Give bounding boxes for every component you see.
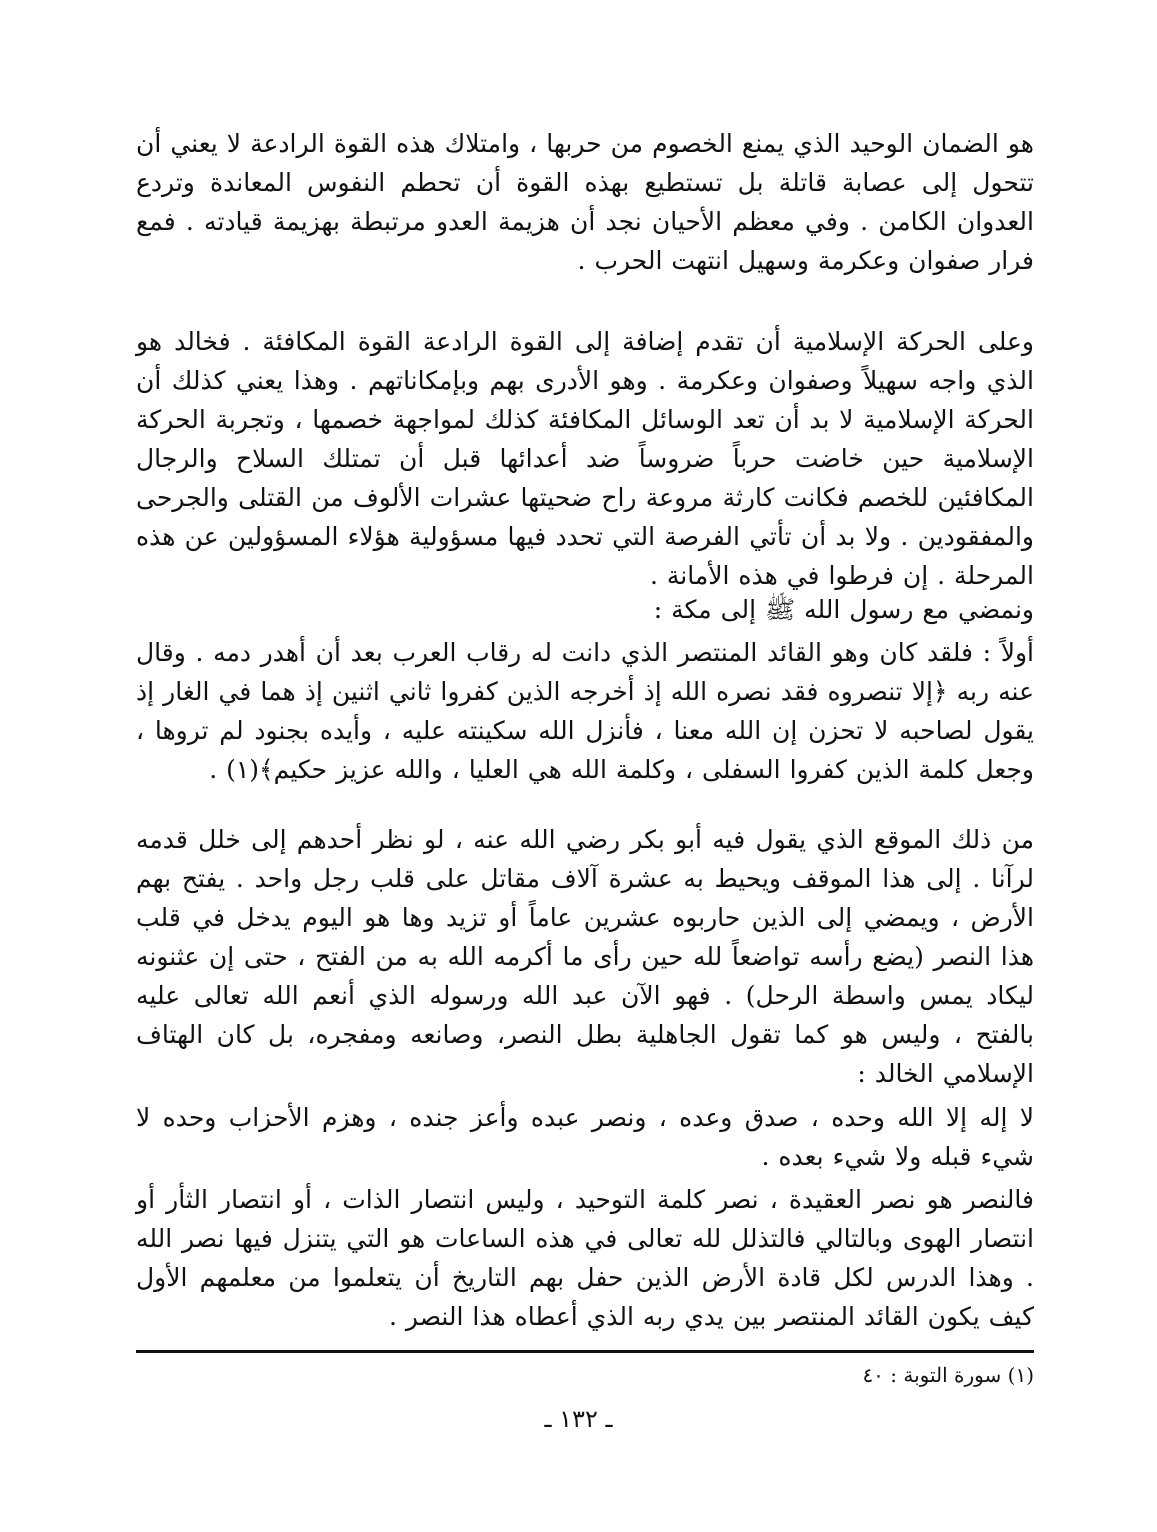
- paragraph-5: [136, 820, 1034, 1093]
- paragraph-3-text: ونمضي مع رسول الله ﷺ إلى مكة :: [653, 595, 1034, 624]
- paragraph-4: [136, 633, 1034, 789]
- paragraph-2: [136, 322, 1034, 595]
- paragraph-5-text: من ذلك الموقع الذي يقول فيه أبو بكر رضي الله عنه ، لو نظر أحدهم إلى خلل قدمه لرآنا . إلى هذا الموقف ويحيط به عشرة آلاف مقاتل على قلب رجل واحد . يفتح بهم الأرض ، ويمضي إلى الذين حاربوه عشرين عاماً أو تزيد وها هو اليوم يدخل في قلب هذا النصر (يضع رأسه تواضعاً لله حين رأى ما أكرمه الله به من الفتح ، حتى إن عثنونه ليكاد يمس واسطة الرحل) . فهو الآن عبد الله ورسوله الذي أنعم الله تعالى عليه بالفتح ، وليس هو كما تقول الجاهلية بطل النصر، وصانعه ومفجره، بل كان الهتاف الإسلامي الخالد :: [136, 825, 1034, 1088]
- paragraph-3: [136, 590, 1034, 629]
- paragraph-7: [136, 1180, 1034, 1336]
- paragraph-1: [136, 124, 1034, 280]
- footnote: (١) سورة التوبة : ٤٠: [862, 1363, 1034, 1387]
- paragraph-6-text: لا إله إلا الله وحده ، صدق وعده ، ونصر عبده وأعز جنده ، وهزم الأحزاب وحده لا شيء قبله ولا شيء بعده .: [136, 1103, 1034, 1171]
- paragraph-6: [136, 1098, 1034, 1176]
- paragraph-1-text: هو الضمان الوحيد الذي يمنع الخصوم من حربها ، وامتلاك هذه القوة الرادعة لا يعني أن تتحول إلى عصابة قاتلة بل تستطيع بهذه القوة أن تحطم النفوس المعاندة وتردع العدوان الكامن . وفي معظم الأحيان نجد أن هزيمة العدو مرتبطة بهزيمة قيادته . فمع فرار صفوان وعكرمة وسهيل انتهت الحرب .: [136, 129, 1034, 275]
- page-number: ـ ١٣٢ ـ: [544, 1405, 613, 1433]
- paragraph-4-text: أولاً : فلقد كان وهو القائد المنتصر الذي دانت له رقاب العرب بعد أن أهدر دمه . وقال عنه ربه ﴿إلا تنصروه فقد نصره الله إذ أخرجه الذين كفروا ثاني اثنين إذ هما في الغار إذ يقول لصاحبه لا تحزن إن الله معنا ، فأنزل الله سكينته عليه ، وأيده بجنود لم تروها ، وجعل كلمة الذين كفروا السفلى ، وكلمة الله هي العليا ، والله عزيز حكيم﴾(١) .: [136, 638, 1034, 784]
- footnote-divider: [136, 1350, 1034, 1353]
- paragraph-2-text: وعلى الحركة الإسلامية أن تقدم إضافة إلى القوة الرادعة القوة المكافئة . فخالد هو الذي واجه سهيلاً وصفوان وعكرمة . وهو الأدرى بهم وبإمكاناتهم . وهذا يعني كذلك أن الحركة الإسلامية لا بد أن تعد الوسائل المكافئة كذلك لمواجهة خصمها ، وتجربة الحركة الإسلامية حين خاضت حرباً ضروساً ضد أعدائها قبل أن تمتلك السلاح والرجال المكافئين للخصم فكانت كارثة مروعة راح ضحيتها عشرات الألوف من القتلى والجرحى والمفقودين . ولا بد أن تأتي الفرصة التي تحدد فيها مسؤولية هؤلاء المسؤولين عن هذه المرحلة . إن فرطوا في هذه الأمانة .: [136, 327, 1034, 590]
- paragraph-7-text: فالنصر هو نصر العقيدة ، نصر كلمة التوحيد ، وليس انتصار الذات ، أو انتصار الثأر أو انتصار الهوى وبالتالي فالتذلل لله تعالى في هذه الساعات هو التي يتنزل فيها نصر الله . وهذا الدرس لكل قادة الأرض الذين حفل بهم التاريخ أن يتعلموا من معلمهم الأول كيف يكون القائد المنتصر بين يدي ربه الذي أعطاه هذا النصر .: [136, 1185, 1034, 1331]
